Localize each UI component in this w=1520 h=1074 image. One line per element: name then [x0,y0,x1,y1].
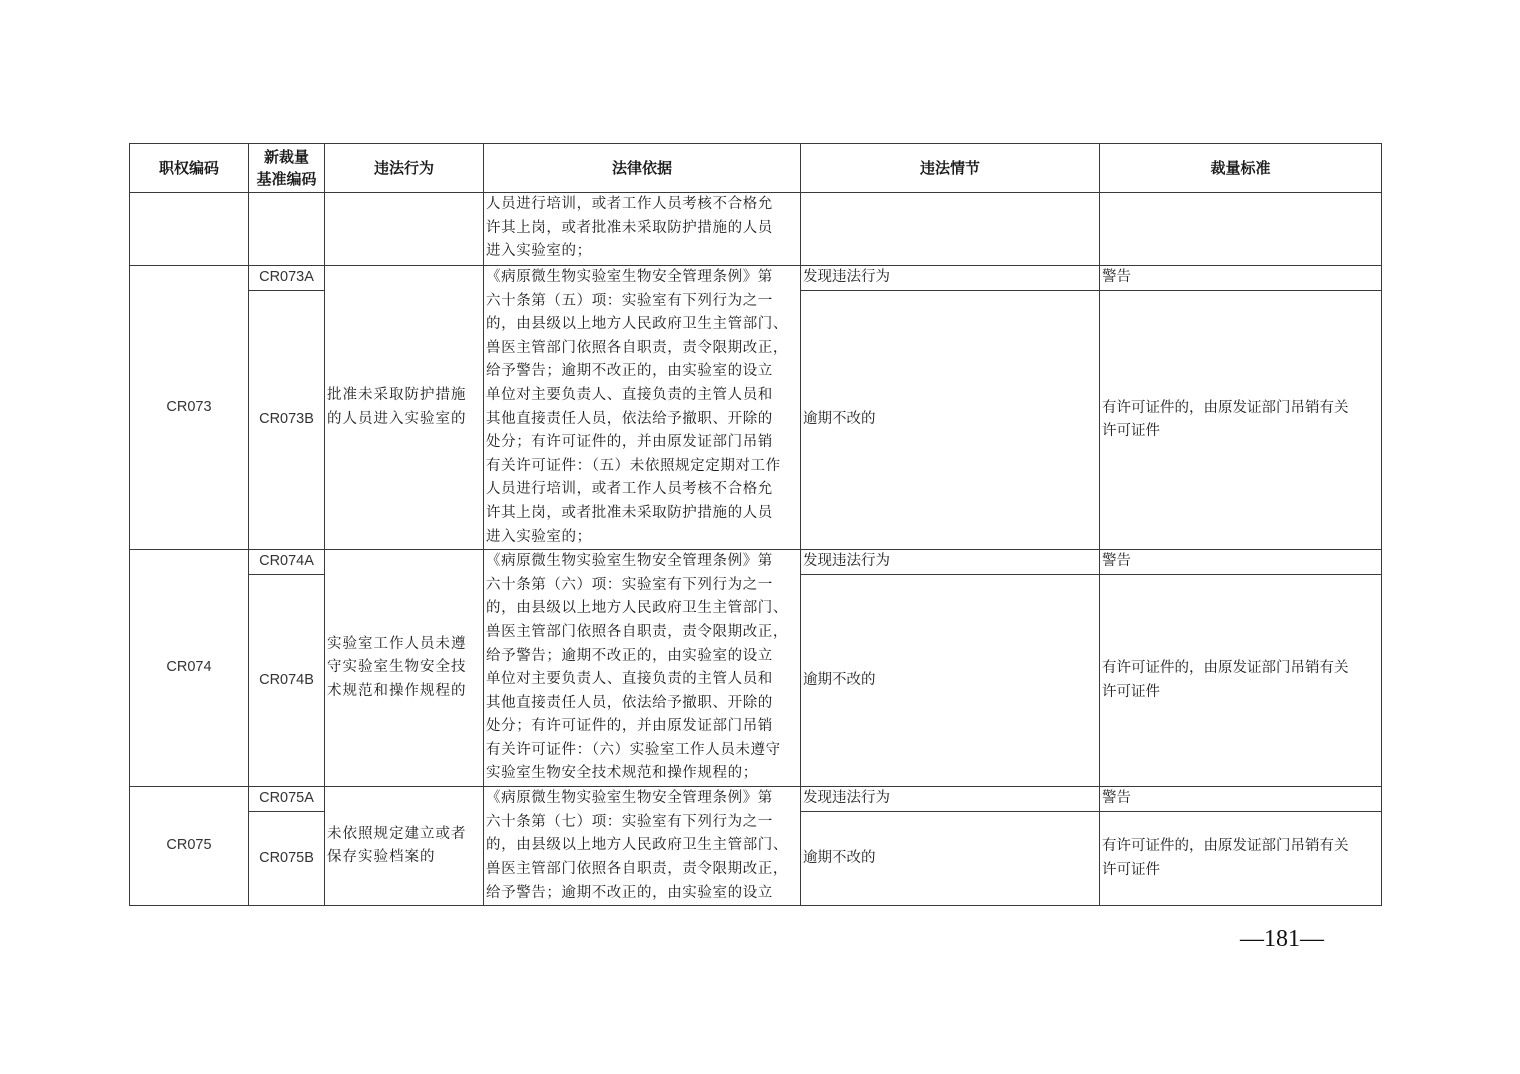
law-line: 六十条第（五）项：实验室有下列行为之一 [486,292,773,309]
standard [1100,812,1382,906]
empty-cell [801,193,1100,266]
standard-line: 有许可证件的，由原发证部门吊销有关 [1102,399,1349,416]
law-line: 兽医主管部门依照各自职责，责令限期改正， [486,623,788,640]
header-new-code-line1: 新裁量 [263,148,309,166]
legal-basis-cell [484,787,801,906]
table-row [130,550,1382,575]
empty-cell [249,193,325,266]
page-number: —181— [1240,926,1324,952]
law-line: 的，由县级以上地方人民政府卫生主管部门、 [486,600,788,617]
new-code: CR074B [249,575,325,787]
violation-cell [325,266,484,550]
circumstance: 逾期不改的 [801,575,1100,787]
standard-line: 许可证件 [1102,861,1160,878]
law-line: 《病原微生物实验室生物安全管理条例》第 [486,790,773,807]
violation-line: 批准未采取防护措施 [327,386,467,403]
authority-code: CR075 [130,787,249,906]
law-line: 处分；有许可证件的，并由原发证部门吊销 [486,718,773,735]
violation-line: 的人员进入实验室的 [327,410,467,427]
standard-line: 许可证件 [1102,683,1160,700]
standard-line: 有许可证件的，由原发证部门吊销有关 [1102,660,1349,677]
law-line: 《病原微生物实验室生物安全管理条例》第 [486,553,773,570]
table-row [130,266,1382,291]
law-line: 的，由县级以上地方人民政府卫生主管部门、 [486,316,788,333]
law-line: 《病原微生物实验室生物安全管理条例》第 [486,269,773,285]
violation-line: 术规范和操作规程的 [327,682,467,699]
authority-code: CR074 [130,550,249,787]
standard: 警告 [1100,787,1382,812]
law-line: 许其上岗，或者批准未采取防护措施的人员 [486,504,773,521]
standard [1100,575,1382,787]
legal-basis-cell [484,550,801,787]
law-line: 兽医主管部门依照各自职责，责令限期改正， [486,860,788,877]
standard-line: 许可证件 [1102,423,1160,440]
law-line: 给予警告；逾期不改正的，由实验室的设立 [486,884,773,901]
violation-cell [325,787,484,906]
empty-cell [130,193,249,266]
violation-line: 实验室工作人员未遵 [327,635,467,652]
violation-line: 保存实验档案的 [327,849,436,866]
new-code: CR075A [249,787,325,812]
header-standard: 裁量标准 [1100,144,1382,193]
law-line: 给予警告；逾期不改正的，由实验室的设立 [486,363,773,380]
law-line: 有关许可证件：（五）未依照规定定期对工作 [486,457,781,474]
circumstance: 发现违法行为 [801,266,1100,291]
discretion-table [129,143,1382,906]
law-line: 兽医主管部门依照各自职责，责令限期改正， [486,339,788,356]
standard-line: 有许可证件的，由原发证部门吊销有关 [1102,838,1349,855]
standard: 警告 [1100,550,1382,575]
law-line: 进入实验室的； [486,528,592,545]
empty-cell [1100,193,1382,266]
law-line: 的，由县级以上地方人民政府卫生主管部门、 [486,837,788,854]
header-circumstance: 违法情节 [801,144,1100,193]
legal-basis-cell [484,266,801,550]
violation-line: 未依照规定建立或者 [327,825,467,842]
header-legal-basis: 法律依据 [484,144,801,193]
law-line: 单位对主要负责人、直接负责的主管人员和 [486,671,773,688]
law-line: 有关许可证件：（六）实验室工作人员未遵守 [486,741,781,758]
violation-cell [325,550,484,787]
legal-basis-cell [484,193,801,266]
authority-code: CR073 [130,266,249,550]
table-row [130,787,1382,812]
new-code: CR074A [249,550,325,575]
new-code: CR073A [249,266,325,291]
law-line: 给予警告；逾期不改正的，由实验室的设立 [486,647,773,664]
circumstance: 发现违法行为 [801,787,1100,812]
circumstance: 发现违法行为 [801,550,1100,575]
header-new-code [249,144,325,193]
violation-line: 守实验室生物安全技 [327,659,467,676]
law-line: 六十条第（七）项：实验室有下列行为之一 [486,813,773,830]
new-code: CR075B [249,812,325,906]
law-line: 六十条第（六）项：实验室有下列行为之一 [486,576,773,593]
law-line: 实验室生物安全技术规范和操作规程的； [486,765,758,782]
standard [1100,291,1382,550]
circumstance: 逾期不改的 [801,291,1100,550]
new-code: CR073B [249,291,325,550]
header-new-code-line2: 基准编码 [256,170,317,188]
table-header-row [130,144,1382,193]
law-line: 人员进行培训，或者工作人员考核不合格允 [486,196,773,212]
law-line: 人员进行培训，或者工作人员考核不合格允 [486,481,773,498]
law-line: 进入实验室的； [486,243,592,260]
standard: 警告 [1100,266,1382,291]
law-line: 处分；有许可证件的，并由原发证部门吊销 [486,434,773,451]
law-line: 其他直接责任人员，依法给予撤职、开除的 [486,410,773,427]
empty-cell [325,193,484,266]
header-authority-code: 职权编码 [130,144,249,193]
law-line: 许其上岗，或者批准未采取防护措施的人员 [486,219,773,236]
law-line: 其他直接责任人员，依法给予撤职、开除的 [486,694,773,711]
circumstance: 逾期不改的 [801,812,1100,906]
header-violation: 违法行为 [325,144,484,193]
law-line: 单位对主要负责人、直接负责的主管人员和 [486,386,773,403]
table-row-continuation [130,193,1382,266]
